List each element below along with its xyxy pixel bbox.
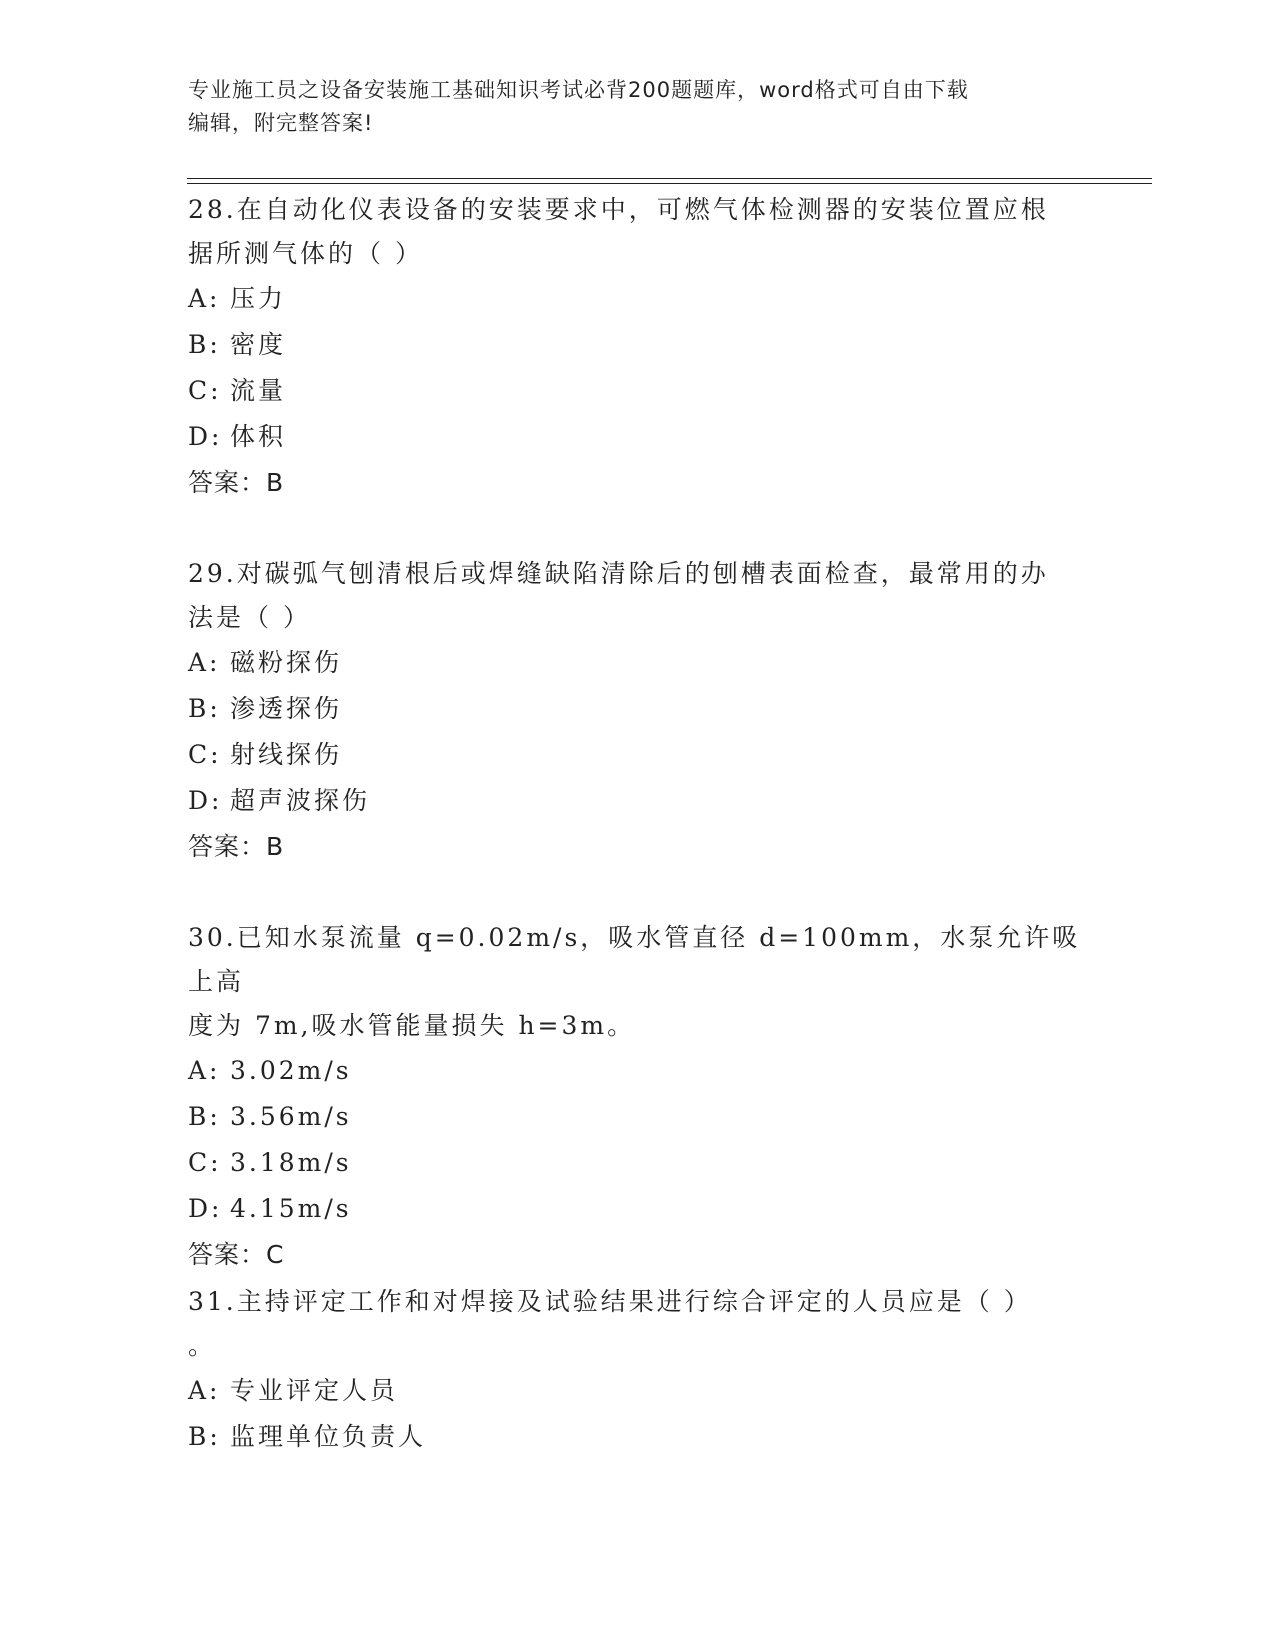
question-stem-line-1: 29.对碳弧气刨清根后或焊缝缺陷清除后的刨槽表面检查，最常用的办 — [188, 559, 1049, 588]
option-letter: D: — [188, 786, 223, 815]
question-30 — [188, 916, 1088, 1278]
question-stem — [188, 916, 1088, 1048]
option-text: 密度 — [230, 330, 287, 359]
question-stem-line-1: 31.主持评定工作和对焊接及试验结果进行综合评定的人员应是（ ） — [188, 1287, 1032, 1316]
question-28 — [188, 188, 1088, 506]
option-letter: A: — [188, 284, 221, 313]
answer-line: 答案：B — [188, 832, 285, 861]
option-text: 射线探伤 — [230, 740, 343, 769]
question-stem-line-2: 。 — [188, 1331, 217, 1360]
option-text: 超声波探伤 — [230, 786, 371, 815]
question-stem — [188, 552, 1088, 640]
question-stem — [188, 1280, 1088, 1368]
option-letter: A: — [188, 1056, 221, 1085]
option-b — [188, 1414, 1088, 1460]
document-header — [188, 74, 1068, 140]
option-text: 3.18m/s — [230, 1148, 352, 1177]
question-stem-line-2: 据所测气体的（ ） — [188, 239, 423, 268]
option-a — [188, 276, 1088, 322]
option-text: 流量 — [230, 376, 287, 405]
option-text: 压力 — [230, 284, 287, 313]
option-letter: B: — [188, 1102, 221, 1131]
option-text: 体积 — [230, 422, 287, 451]
option-a — [188, 1048, 1088, 1094]
option-letter: A: — [188, 1376, 221, 1405]
question-stem-line-2: 度为 7m,吸水管能量损失 h=3m。 — [188, 1011, 636, 1040]
option-c — [188, 368, 1088, 414]
option-text: 专业评定人员 — [230, 1376, 399, 1405]
option-c — [188, 732, 1088, 778]
option-letter: C: — [188, 740, 222, 769]
option-text: 3.56m/s — [230, 1102, 352, 1131]
option-letter: C: — [188, 376, 222, 405]
question-stem-line-1: 30.已知水泵流量 q=0.02m/s，吸水管直径 d=100mm，水泵允许吸上高 — [188, 923, 1081, 996]
question-stem-line-2: 法是（ ） — [188, 603, 311, 632]
option-b — [188, 1094, 1088, 1140]
question-stem — [188, 188, 1088, 276]
option-letter: B: — [188, 330, 221, 359]
option-text: 4.15m/s — [230, 1194, 352, 1223]
header-divider-bottom — [187, 183, 1152, 184]
option-b — [188, 686, 1088, 732]
option-a — [188, 1368, 1088, 1414]
option-letter: C: — [188, 1148, 222, 1177]
question-31 — [188, 1280, 1088, 1460]
answer-line: 答案：C — [188, 1240, 285, 1269]
option-d — [188, 778, 1088, 824]
option-letter: D: — [188, 422, 223, 451]
option-letter: B: — [188, 1422, 221, 1451]
option-letter: A: — [188, 648, 221, 677]
option-a — [188, 640, 1088, 686]
option-text: 渗透探伤 — [230, 694, 343, 723]
header-line-1: 专业施工员之设备安装施工基础知识考试必背200题题库，word格式可自由下载 — [188, 78, 969, 102]
header-line-2: 编辑，附完整答案! — [188, 111, 374, 135]
question-stem-line-1: 28.在自动化仪表设备的安装要求中，可燃气体检测器的安装位置应根 — [188, 195, 1049, 224]
option-b — [188, 322, 1088, 368]
option-letter: D: — [188, 1194, 223, 1223]
question-29 — [188, 552, 1088, 870]
option-d — [188, 1186, 1088, 1232]
option-text: 磁粉探伤 — [230, 648, 343, 677]
answer-line: 答案：B — [188, 468, 285, 497]
option-text: 3.02m/s — [230, 1056, 352, 1085]
option-letter: B: — [188, 694, 221, 723]
option-d — [188, 414, 1088, 460]
option-c — [188, 1140, 1088, 1186]
header-divider-top — [187, 178, 1152, 179]
option-text: 监理单位负责人 — [230, 1422, 427, 1451]
